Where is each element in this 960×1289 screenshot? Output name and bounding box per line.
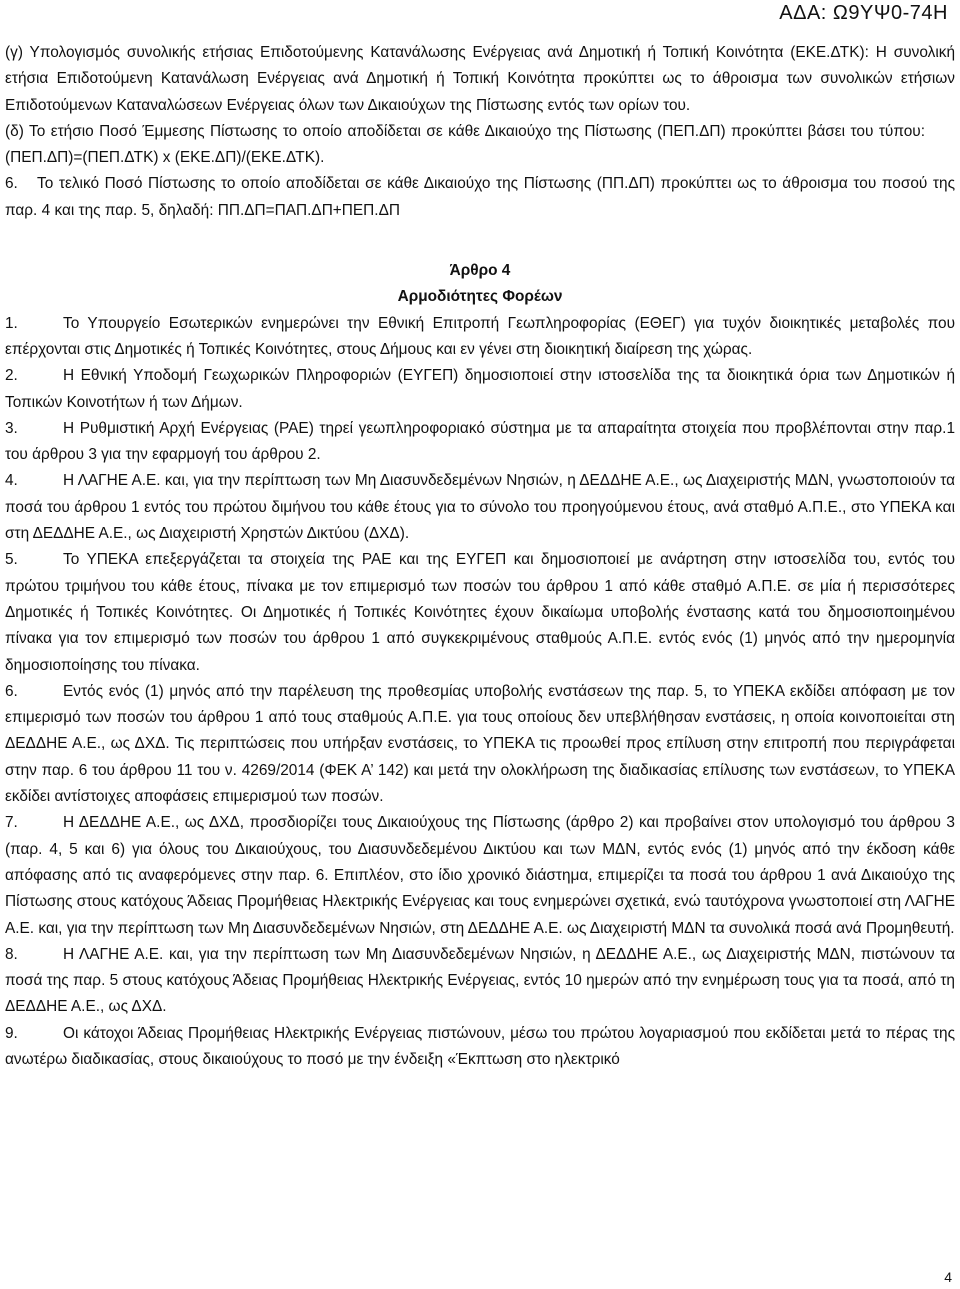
- item-text: Εντός ενός (1) μηνός από την παρέλευση της προθεσμίας υποβολής ενστάσεων της παρ. 5, το ΥΠΕΚΑ εκδίδει απόφαση με τον επιμερισμό των ποσών του άρθρου 1 από τους σταθμούς Α.Π.Ε. για τους οποίους δεν υπεβλήθησαν ενστάσεις, η οποία κοινοποιείται στη ΔΕΔΔΗΕ Α.Ε., ως ΔΧΔ. Τις περιπτώσεις που υπήρξαν ενστάσεις, το ΥΠΕΚΑ τις προωθεί προς επίλυση στην επιτροπή που περιγράφεται στην παρ. 6 του άρθρου 11 του ν. 4269/2014 (ΦΕΚ Α’ 142) και μετά την ολοκλήρωση της διαδικασίας επίλυσης των ενστάσεων, το ΥΠΕΚΑ εκδίδει αντίστοιχες αποφάσεις επιμερισμού των ποσών.: [5, 682, 955, 806]
- item-text: Η ΔΕΔΔΗΕ Α.Ε., ως ΔΧΔ, προσδιορίζει τους Δικαιούχους της Πίστωσης (άρθρο 2) και προβαίνει στον υπολογισμό του άρθρου 3 (παρ. 4, 5 και 6) για όλους του Δικαιούχους, του Διασυνδεδεμένου Δικτύου και των ΜΔΝ, εντός ενός (1) μηνός από την έκδοση κάθε απόφασης από τις αναφερόμενες στην παρ. 6. Επιπλέον, στο ίδιο χρονικό διάστημα, επιμερίζει τα ποσά του άρθρου 1 ανά Δικαιούχο της Πίστωσης στους κατόχους Άδειας Προμήθειας Ηλεκτρικής Ενέργειας και τους ενημερώνει σχετικά, ενώ ταυτόχρονα γνωστοποιεί στη ΛΑΓΗΕ Α.Ε. και, για την περίπτωση των Μη Διασυνδεδεμένων Νησιών, στη ΔΕΔΔΗΕ Α.Ε. ως Διαχειριστή ΜΔΝ τα συνολικά ποσά ανά Προμηθευτή.: [5, 814, 955, 937]
- article-item: [5, 547, 955, 678]
- item-text: Το ΥΠΕΚΑ επεξεργάζεται τα στοιχεία της ΡΑΕ και της ΕΥΓΕΠ και δημοσιοποιεί με ανάρτηση στην ιστοσελίδα του, εντός του πρώτου τριμήνου του κάθε έτους, πίνακα με τον επιμερισμό των ποσών του άρθρου 1 από κάθε σταθμό Α.Π.Ε. σε μία ή περισσότερες Δημοτικές ή Τοπικές Κοινότητες. Οι Δημοτικές ή Τοπικές Κοινότητες έχουν δικαίωμα υποβολής ένστασης κατά του δημοσιοποιημένου πίνακα για τον επιμερισμό των ποσών του άρθρου 1 από συγκεκριμένους σταθμούς Α.Π.Ε. εντός ενός (1) μηνός από την ημερομηνία δημοσιοποίησης του πίνακα.: [5, 551, 955, 674]
- paragraph-number: 6.: [5, 175, 18, 193]
- item-number: 2.: [5, 367, 18, 385]
- article-item: [5, 679, 955, 810]
- item-number: 6.: [5, 682, 18, 700]
- document-body: [5, 40, 955, 1073]
- article-title: Άρθρο 4: [449, 262, 511, 280]
- item-text: Η ΛΑΓΗΕ Α.Ε. και, για την περίπτωση των Μη Διασυνδεδεμένων Νησιών, η ΔΕΔΔΗΕ Α.Ε., ως Διαχειριστής ΜΔΝ, γνωστοποιούν τα ποσά του άρθρου 1 εντός του πρώτου διμήνου του κάθε έτους για το σύνολο του προηγούμενου έτους, ανά σταθμό Α.Π.Ε., στο ΥΠΕΚΑ και στη ΔΕΔΔΗΕ Α.Ε., ως Διαχειριστή Χρηστών Δικτύου (ΔΧΔ).: [5, 472, 955, 543]
- delta-formula: (ΠΕΠ.ΔΠ)=(ΠΕΠ.ΔΤΚ) x (ΕΚΕ.ΔΠ)/(ΕΚΕ.ΔΤΚ).: [5, 149, 325, 167]
- item-text: Το Υπουργείο Εσωτερικών ενημερώνει την Εθνική Επιτροπή Γεωπληροφορίας (ΕΘΕΓ) για τυχόν διοικητικές μεταβολές που επέρχονται στις Δημοτικές ή Τοπικές Κοινότητες, στους Δήμους και εν γένει στη διοικητική διαίρεση της χώρας.: [5, 314, 955, 358]
- article-item: [5, 942, 955, 1021]
- ada-code: ΑΔΑ: Ω9ΥΨ0-74Η: [779, 2, 948, 24]
- article-subtitle: Αρμοδιότητες Φορέων: [397, 288, 563, 306]
- item-number: 5.: [5, 551, 18, 569]
- paragraph-6: [5, 171, 955, 224]
- item-number: 1.: [5, 314, 18, 332]
- item-number: 7.: [5, 814, 18, 832]
- article-item: [5, 1021, 955, 1074]
- delta-text: (δ) Το ετήσιο Ποσό Έμμεσης Πίστωσης το οποίο αποδίδεται σε κάθε Δικαιούχο της Πίστωσης (ΠΕΠ.ΔΠ) προκύπτει βάσει του τύπου:: [5, 122, 925, 140]
- page-number: 4: [944, 1269, 952, 1285]
- article-item: [5, 416, 955, 469]
- item-text: Οι κάτοχοι Άδειας Προμήθειας Ηλεκτρικής Ενέργειας πιστώνουν, μέσω του πρώτου λογαριασμού που εκδίδεται μετά το πέρας της ανωτέρω διαδικασίας, στους δικαιούχους το ποσό με την ένδειξη «Έκπτωση στο ηλεκτρικό: [5, 1024, 955, 1068]
- paragraph-delta: [5, 119, 955, 172]
- paragraph-gamma: (γ) Υπολογισμός συνολικής ετήσιας Επιδοτούμενης Κατανάλωσης Ενέργειας ανά Δημοτική ή Τοπική Κοινότητα (ΕΚΕ.ΔΤΚ): Η συνολική ετήσια Επιδοτούμενη Κατανάλωση Ενέργειας ανά Δημοτική ή Τοπική Κοινότητα προκύπτει ως το άθροισμα των συνολικών ετήσιων Επιδοτούμενων Καταναλώσεων Ενέργειας όλων των Δικαιούχων της Πίστωσης εντός των ορίων του.: [5, 44, 955, 114]
- item-number: 4.: [5, 472, 18, 490]
- item-number: 9.: [5, 1024, 18, 1042]
- item-text: Η Εθνική Υποδομή Γεωχωρικών Πληροφοριών (ΕΥΓΕΠ) δημοσιοποιεί στην ιστοσελίδα της τα διοικητικά όρια των Δημοτικών ή Τοπικών Κοινοτήτων ή των Δήμων.: [5, 367, 955, 411]
- item-text: Η Ρυθμιστική Αρχή Ενέργειας (ΡΑΕ) τηρεί γεωπληροφοριακό σύστημα με τα απαραίτητα στοιχεία που προβλέπονται στην παρ.1 του άρθρου 3 για την εφαρμογή του άρθρου 2.: [5, 419, 955, 464]
- article-item: [5, 468, 955, 547]
- item-text: Η ΛΑΓΗΕ Α.Ε. και, για την περίπτωση των Μη Διασυνδεδεμένων Νησιών, η ΔΕΔΔΗΕ Α.Ε., ως Διαχειριστής ΜΔΝ, πιστώνουν τα ποσά της παρ. 5 στους κατόχους Άδειας Προμήθειας Ηλεκτρικής Ενέργειας, εντός 10 ημερών από την ενημέρωση τους για τα ποσά, από τη ΔΕΔΔΗΕ Α.Ε., ως ΔΧΔ.: [5, 945, 955, 1016]
- item-number: 8.: [5, 945, 18, 963]
- article-item: [5, 810, 955, 941]
- paragraph-text: Το τελικό Ποσό Πίστωσης το οποίο αποδίδεται σε κάθε Δικαιούχο της Πίστωσης (ΠΠ.ΔΠ) προκύπτει ως το άθροισμα του ποσού της παρ. 4 και της παρ. 5, δηλαδή: ΠΠ.ΔΠ=ΠΑΠ.ΔΠ+ΠΕΠ.ΔΠ: [5, 175, 955, 219]
- item-number: 3.: [5, 419, 18, 437]
- article-item: [5, 363, 955, 416]
- article-item: [5, 311, 955, 364]
